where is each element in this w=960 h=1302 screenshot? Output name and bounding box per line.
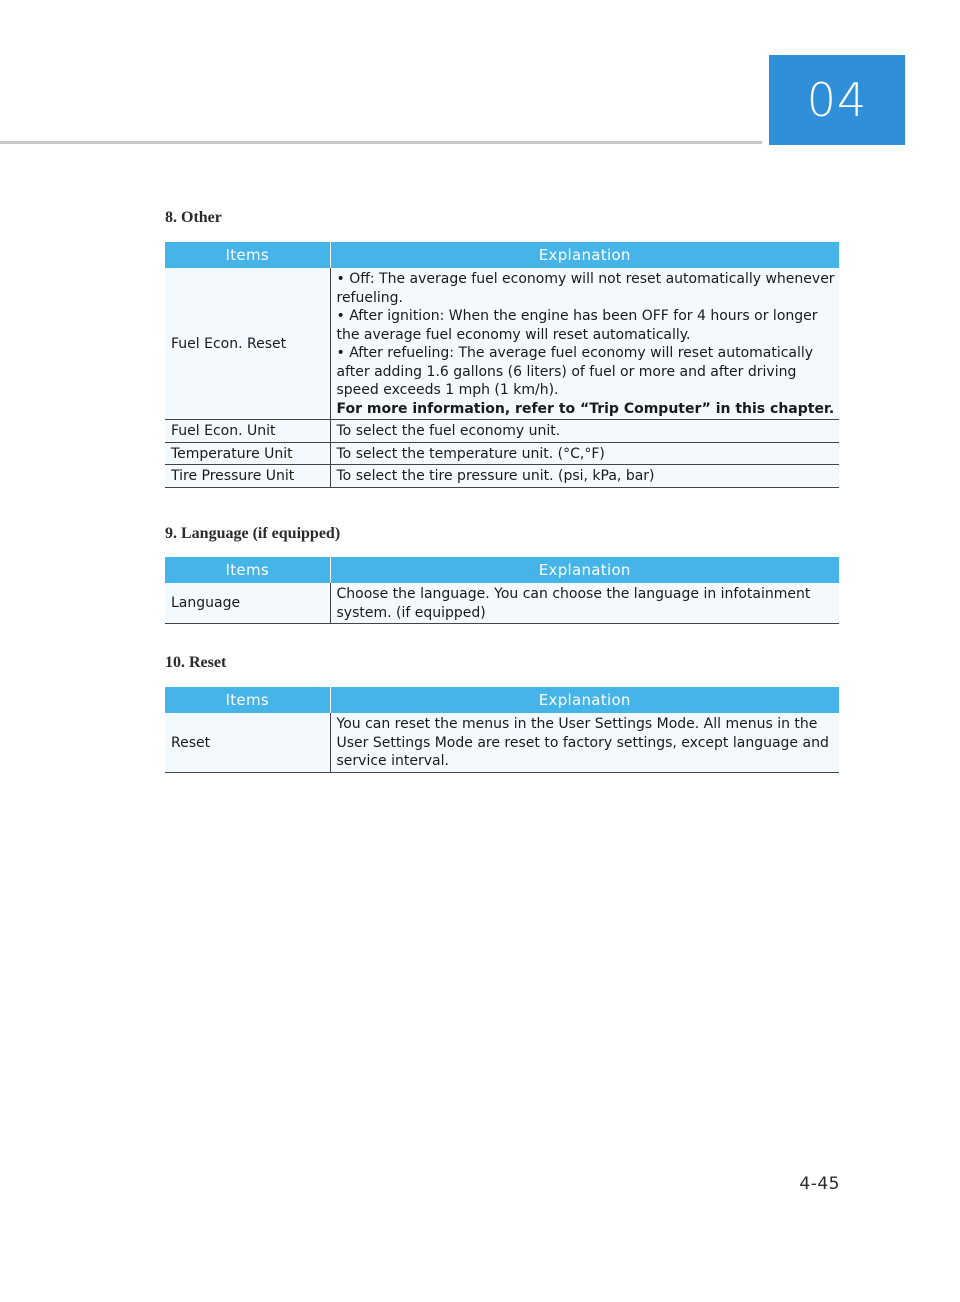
section-reset [165,652,839,773]
column-header-explanation: Explanation [330,242,839,268]
column-header-explanation: Explanation [330,557,839,583]
table-header-row [165,687,839,713]
item-cell: Reset [165,713,330,772]
item-cell: Language [165,583,330,624]
settings-table-other [165,242,839,488]
item-cell: Temperature Unit [165,442,330,465]
explanation-line: • After ignition: When the engine has been OFF for 4 hours or longer the average fuel economy will reset automatically. [336,308,818,343]
explanation-line: • Off: The average fuel economy will not reset automatically whenever refueling. [336,271,835,306]
column-header-items: Items [165,242,330,268]
item-cell: Fuel Econ. Reset [165,268,330,420]
table-row [165,268,839,420]
table-row [165,713,839,772]
column-header-explanation: Explanation [330,687,839,713]
explanation-cell: You can reset the menus in the User Settings Mode. All menus in the User Settings Mode are reset to factory settings, except language and service interval. [330,713,839,772]
table-row [165,465,839,488]
item-cell: Tire Pressure Unit [165,465,330,488]
section-title: 8. Other [165,209,222,226]
item-cell: Fuel Econ. Unit [165,420,330,443]
header-rule [0,141,762,144]
section-language [165,523,839,624]
table-row [165,583,839,624]
column-header-items: Items [165,687,330,713]
chapter-tab: 04 [769,55,905,145]
explanation-cell [330,268,839,420]
explanation-cell: To select the temperature unit. (°C,°F) [330,442,839,465]
table-header-row [165,557,839,583]
explanation-cell: To select the tire pressure unit. (psi, kPa, bar) [330,465,839,488]
settings-table-language [165,557,839,624]
settings-table-reset [165,687,839,773]
table-row [165,420,839,443]
page-number: 4-45 [799,1174,840,1194]
explanation-cell: To select the fuel economy unit. [330,420,839,443]
section-title: 10. Reset [165,654,227,671]
table-header-row [165,242,839,268]
explanation-cell: Choose the language. You can choose the language in infotainment system. (if equipped) [330,583,839,624]
reference-note: For more information, refer to “Trip Computer” in this chapter. [336,400,835,417]
column-header-items: Items [165,557,330,583]
table-row [165,442,839,465]
explanation-line: • After refueling: The average fuel economy will reset automatically after adding 1.6 gallons (6 liters) of fuel or more and after driving speed exceeds 1 mph (1 km/h). [336,345,814,398]
section-other [165,207,839,488]
section-title: 9. Language (if equipped) [165,525,341,542]
